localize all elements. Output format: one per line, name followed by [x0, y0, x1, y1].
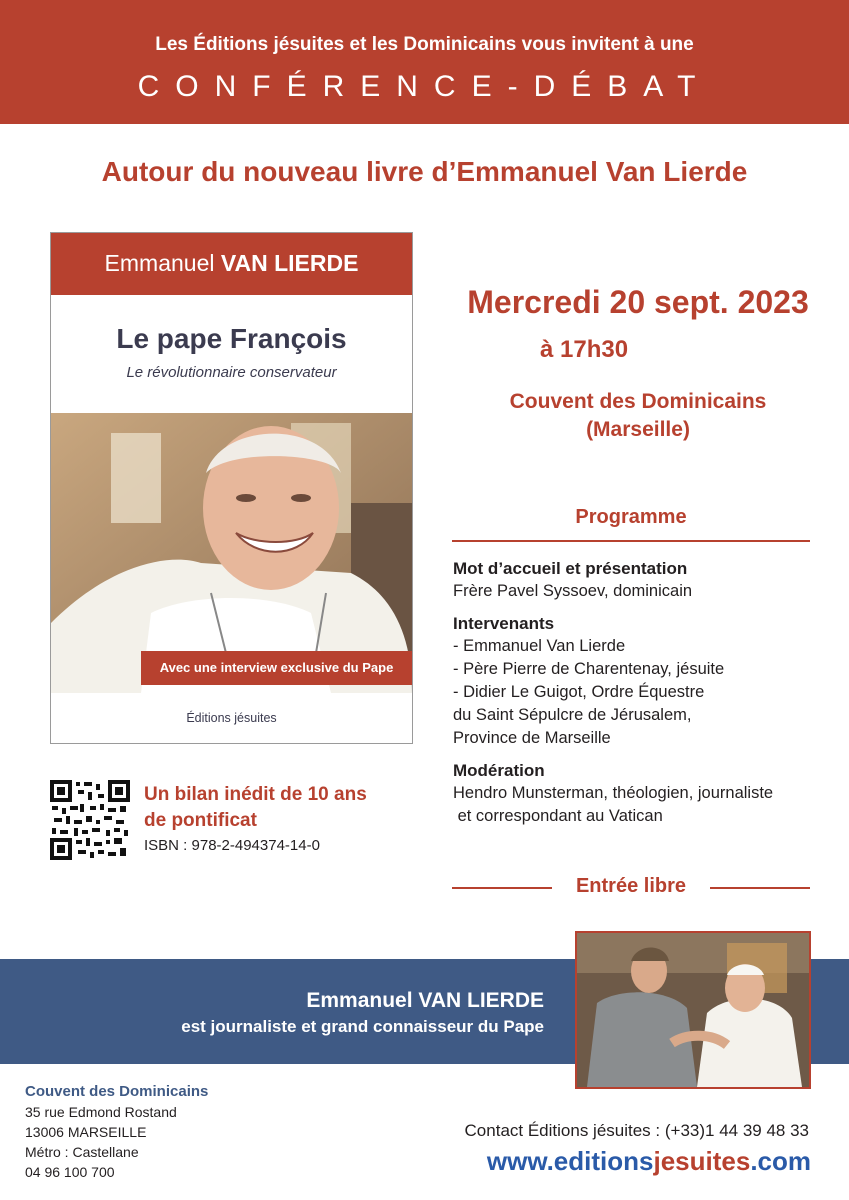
entree-divider-right: [710, 887, 810, 889]
header-intro: Les Éditions jésuites et les Dominicains vous invitent à une: [155, 34, 694, 55]
book-subtitle: Le révolutionnaire conservateur: [126, 364, 337, 381]
moderation-heading: Modération: [453, 761, 545, 780]
author-description: est journaliste et grand connaisseur du Pape: [181, 1017, 544, 1036]
author-pope-photo: [575, 931, 811, 1089]
page-headline: Autour du nouveau livre d’Emmanuel Van Lierde: [101, 156, 748, 187]
contact-line: Contact Éditions jésuites : (+33)1 44 39 48 33: [464, 1121, 809, 1140]
speaker-2: - Père Pierre de Charentenay, jésuite: [453, 660, 725, 678]
entree-text: Entrée libre: [575, 875, 687, 897]
program-divider: [452, 540, 810, 542]
program-moderation: [453, 759, 833, 828]
welcome-text: Frère Pavel Syssoev, dominicain: [453, 582, 693, 600]
venue-line-2: (Marseille): [586, 418, 690, 441]
address-org: Couvent des Dominicains: [25, 1083, 209, 1100]
event-type-title: CONFÉRENCE-DÉBAT: [137, 70, 712, 103]
website-suffix: .com: [750, 1146, 811, 1176]
event-venue: [440, 388, 836, 444]
bilan-line-2: de pontificat: [144, 810, 257, 831]
address-metro: Métro : Castellane: [25, 1144, 139, 1160]
program-title: Programme: [575, 506, 687, 528]
moderation-line-2: et correspondant au Vatican: [453, 807, 663, 825]
website-mid: jesuites: [653, 1146, 751, 1176]
header-band: [0, 0, 849, 124]
website-link[interactable]: [487, 1146, 811, 1177]
speaker-3-line-2: du Saint Sépulcre de Jérusalem,: [453, 706, 692, 724]
book-author-band: [51, 233, 412, 295]
address-phone: 04 96 100 700: [25, 1164, 115, 1180]
address-city: 13006 MARSEILLE: [25, 1124, 147, 1140]
speaker-3-line-1: - Didier Le Guigot, Ordre Équestre: [453, 683, 705, 701]
speaker-1: - Emmanuel Van Lierde: [453, 637, 626, 655]
book-author-last: VAN LIERDE: [220, 250, 359, 276]
book-ribbon: Avec une interview exclusive du Pape: [141, 651, 412, 685]
program-list: [453, 557, 833, 837]
program-welcome: [453, 557, 833, 603]
author-name: Emmanuel VAN LIERDE: [306, 989, 544, 1012]
address-street: 35 rue Edmond Rostand: [25, 1104, 177, 1120]
moderation-line-1: Hendro Munsterman, théologien, journaliste: [453, 784, 774, 802]
speakers-heading: Intervenants: [453, 614, 555, 633]
event-time: à 17h30: [540, 336, 629, 363]
website-prefix: www.editions: [486, 1146, 654, 1176]
welcome-heading: Mot d’accueil et présentation: [453, 559, 688, 578]
entree-libre: [452, 875, 810, 903]
bilan-text: [144, 782, 367, 834]
book-title: Le pape François: [116, 323, 347, 354]
event-date: Mercredi 20 sept. 2023: [467, 284, 809, 320]
book-author-first: Emmanuel: [104, 250, 215, 276]
speaker-3-line-3: Province de Marseille: [453, 729, 611, 747]
venue-line-1: Couvent des Dominicains: [509, 390, 767, 413]
isbn: ISBN : 978-2-494374-14-0: [144, 837, 320, 854]
book-publisher: Éditions jésuites: [186, 711, 277, 725]
book-cover: [50, 232, 413, 744]
bilan-line-1: Un bilan inédit de 10 ans: [144, 784, 367, 805]
qr-code[interactable]: [50, 780, 130, 860]
venue-address: [25, 1082, 208, 1182]
program-speakers: [453, 612, 833, 750]
